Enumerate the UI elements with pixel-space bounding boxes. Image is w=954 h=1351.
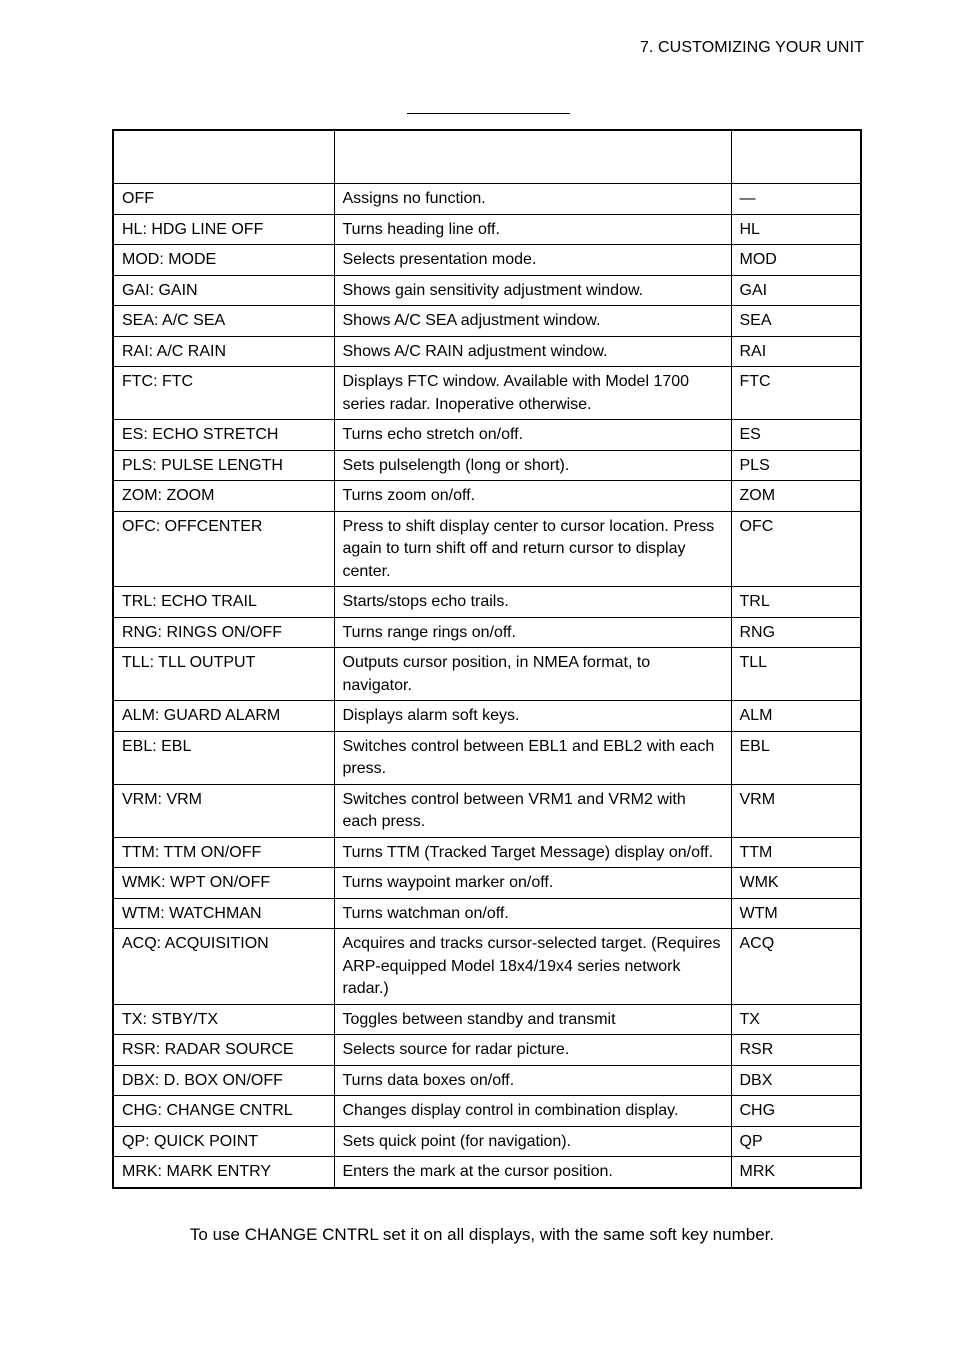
- description-cell: Sets pulselength (long or short).: [334, 450, 731, 481]
- header-cell-function: [113, 130, 334, 184]
- function-cell: MRK: MARK ENTRY: [113, 1157, 334, 1188]
- table-row: [113, 1004, 861, 1035]
- table-row: [113, 245, 861, 276]
- description-cell: Selects presentation mode.: [334, 245, 731, 276]
- function-cell: FTC: FTC: [113, 367, 334, 420]
- table-row: [113, 587, 861, 618]
- table-row: [113, 929, 861, 1005]
- function-cell: TTM: TTM ON/OFF: [113, 837, 334, 868]
- description-cell: Turns echo stretch on/off.: [334, 420, 731, 451]
- function-cell: RSR: RADAR SOURCE: [113, 1035, 334, 1066]
- description-cell: Turns heading line off.: [334, 214, 731, 245]
- description-cell: Switches control between VRM1 and VRM2 with each press.: [334, 784, 731, 837]
- function-cell: TX: STBY/TX: [113, 1004, 334, 1035]
- label-cell: TRL: [731, 587, 861, 618]
- label-cell: OFC: [731, 511, 861, 587]
- function-cell: TLL: TLL OUTPUT: [113, 648, 334, 701]
- table-row: [113, 648, 861, 701]
- header-cell-description: [334, 130, 731, 184]
- table-row: [113, 306, 861, 337]
- label-cell: TLL: [731, 648, 861, 701]
- description-cell: Displays FTC window. Available with Model 1700 series radar. Inoperative otherwise.: [334, 367, 731, 420]
- description-cell: Shows A/C RAIN adjustment window.: [334, 336, 731, 367]
- function-cell: GAI: GAIN: [113, 275, 334, 306]
- chapter-header: 7. CUSTOMIZING YOUR UNIT: [639, 39, 864, 56]
- description-cell: Turns TTM (Tracked Target Message) display on/off.: [334, 837, 731, 868]
- label-cell: GAI: [731, 275, 861, 306]
- description-cell: Displays alarm soft keys.: [334, 701, 731, 732]
- table-row: [113, 511, 861, 587]
- label-cell: —: [731, 184, 861, 215]
- function-cell: ACQ: ACQUISITION: [113, 929, 334, 1005]
- description-cell: Shows gain sensitivity adjustment window.: [334, 275, 731, 306]
- function-cell: TRL: ECHO TRAIL: [113, 587, 334, 618]
- function-cell: PLS: PULSE LENGTH: [113, 450, 334, 481]
- table-row: [113, 450, 861, 481]
- description-cell: Sets quick point (for navigation).: [334, 1126, 731, 1157]
- function-cell: QP: QUICK POINT: [113, 1126, 334, 1157]
- function-cell: SEA: A/C SEA: [113, 306, 334, 337]
- description-cell: Selects source for radar picture.: [334, 1035, 731, 1066]
- description-cell: Outputs cursor position, in NMEA format, to navigator.: [334, 648, 731, 701]
- function-cell: RNG: RINGS ON/OFF: [113, 617, 334, 648]
- description-cell: Turns range rings on/off.: [334, 617, 731, 648]
- table-row: [113, 1096, 861, 1127]
- function-cell: OFF: [113, 184, 334, 215]
- description-cell: Switches control between EBL1 and EBL2 with each press.: [334, 731, 731, 784]
- description-cell: Turns waypoint marker on/off.: [334, 868, 731, 899]
- function-cell: ZOM: ZOOM: [113, 481, 334, 512]
- table-row: [113, 784, 861, 837]
- label-cell: RAI: [731, 336, 861, 367]
- table-row: [113, 481, 861, 512]
- table-row: [113, 214, 861, 245]
- description-cell: Enters the mark at the cursor position.: [334, 1157, 731, 1188]
- function-cell: WMK: WPT ON/OFF: [113, 868, 334, 899]
- label-cell: RNG: [731, 617, 861, 648]
- function-cell: ALM: GUARD ALARM: [113, 701, 334, 732]
- header-cell-label: [731, 130, 861, 184]
- function-cell: RAI: A/C RAIN: [113, 336, 334, 367]
- table-row: [113, 367, 861, 420]
- description-cell: Turns watchman on/off.: [334, 898, 731, 929]
- function-cell: HL: HDG LINE OFF: [113, 214, 334, 245]
- description-cell: Turns zoom on/off.: [334, 481, 731, 512]
- footnote: To use CHANGE CNTRL set it on all displays, with the same soft key number.: [189, 1225, 775, 1244]
- description-cell: Assigns no function.: [334, 184, 731, 215]
- description-cell: Changes display control in combination display.: [334, 1096, 731, 1127]
- label-cell: QP: [731, 1126, 861, 1157]
- description-cell: Shows A/C SEA adjustment window.: [334, 306, 731, 337]
- label-cell: DBX: [731, 1065, 861, 1096]
- label-cell: VRM: [731, 784, 861, 837]
- table-row: [113, 336, 861, 367]
- label-cell: ES: [731, 420, 861, 451]
- label-cell: TTM: [731, 837, 861, 868]
- label-cell: ACQ: [731, 929, 861, 1005]
- table-row: [113, 731, 861, 784]
- function-cell: EBL: EBL: [113, 731, 334, 784]
- table-row: [113, 1157, 861, 1188]
- label-cell: ALM: [731, 701, 861, 732]
- table-row: [113, 420, 861, 451]
- table-row: [113, 184, 861, 215]
- label-cell: FTC: [731, 367, 861, 420]
- label-cell: MRK: [731, 1157, 861, 1188]
- function-table-body: [113, 130, 861, 1188]
- table-row: [113, 837, 861, 868]
- function-cell: DBX: D. BOX ON/OFF: [113, 1065, 334, 1096]
- function-table: [112, 129, 862, 1189]
- label-cell: HL: [731, 214, 861, 245]
- table-row: [113, 1035, 861, 1066]
- label-cell: WTM: [731, 898, 861, 929]
- function-cell: OFC: OFFCENTER: [113, 511, 334, 587]
- description-cell: Toggles between standby and transmit: [334, 1004, 731, 1035]
- label-cell: CHG: [731, 1096, 861, 1127]
- table-row: [113, 1126, 861, 1157]
- table-row: [113, 617, 861, 648]
- label-cell: ZOM: [731, 481, 861, 512]
- table-row: [113, 701, 861, 732]
- label-cell: MOD: [731, 245, 861, 276]
- table-row: [113, 898, 861, 929]
- function-cell: MOD: MODE: [113, 245, 334, 276]
- function-cell: CHG: CHANGE CNTRL: [113, 1096, 334, 1127]
- label-cell: SEA: [731, 306, 861, 337]
- description-cell: Starts/stops echo trails.: [334, 587, 731, 618]
- title-underline: [407, 113, 570, 114]
- table-header-row: [113, 130, 861, 184]
- table-row: [113, 275, 861, 306]
- label-cell: WMK: [731, 868, 861, 899]
- function-cell: WTM: WATCHMAN: [113, 898, 334, 929]
- description-cell: Acquires and tracks cursor-selected target. (Requires ARP-equipped Model 18x4/19x4 series network radar.): [334, 929, 731, 1005]
- description-cell: Turns data boxes on/off.: [334, 1065, 731, 1096]
- label-cell: RSR: [731, 1035, 861, 1066]
- table-row: [113, 1065, 861, 1096]
- label-cell: TX: [731, 1004, 861, 1035]
- description-cell: Press to shift display center to cursor location. Press again to turn shift off and return cursor to display center.: [334, 511, 731, 587]
- label-cell: PLS: [731, 450, 861, 481]
- function-cell: ES: ECHO STRETCH: [113, 420, 334, 451]
- label-cell: EBL: [731, 731, 861, 784]
- function-cell: VRM: VRM: [113, 784, 334, 837]
- table-row: [113, 868, 861, 899]
